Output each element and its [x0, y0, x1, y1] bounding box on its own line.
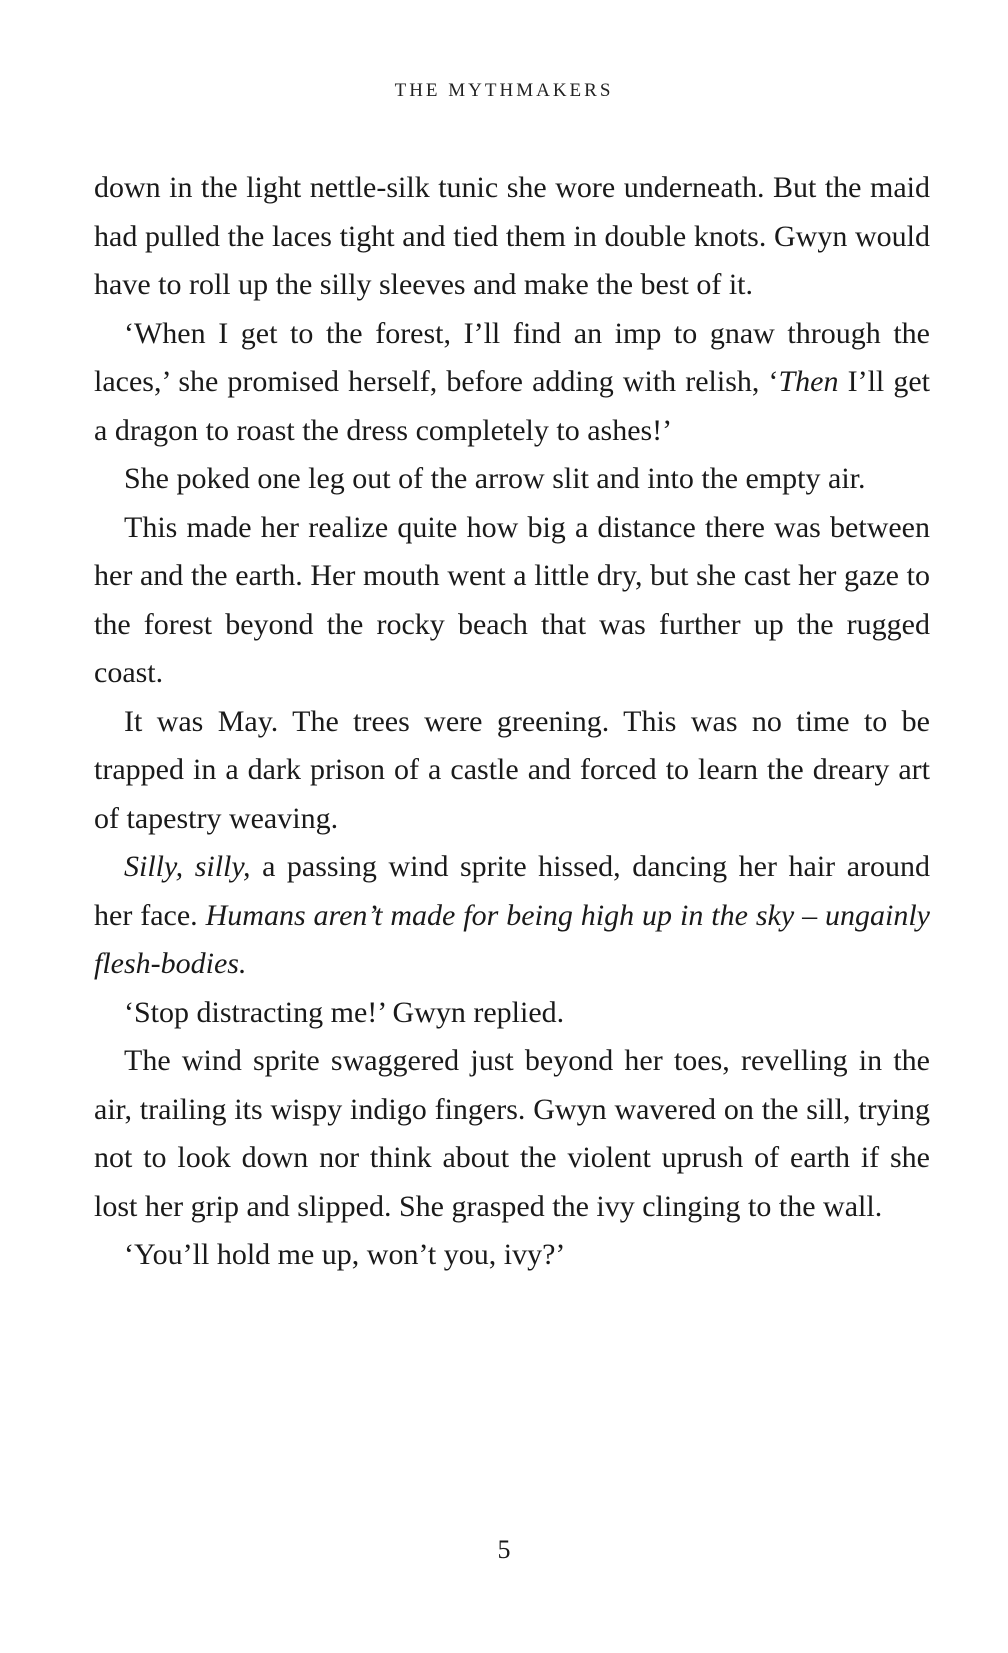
paragraph	[94, 1037, 930, 1231]
paragraph	[94, 843, 930, 989]
paragraph-text: It was May. The trees were greening. This was no time to be trapped in a dark prison of a castle and forced to learn the dreary art of tapestry weaving.	[94, 704, 930, 835]
italic-speech: Silly, silly,	[124, 850, 251, 883]
paragraph-text: ‘Stop distracting me!’ Gwyn replied.	[124, 995, 565, 1029]
paragraph-text: a passing wind sprite hissed, dancing her hair around her face.	[94, 850, 930, 932]
paragraph	[94, 504, 930, 698]
paragraph-text: She poked one leg out of the arrow slit and into the empty air.	[124, 462, 866, 495]
page-number: 5	[497, 1535, 511, 1564]
paragraph-text: This made her realize quite how big a distance there was between her and the earth. Her mouth went a little dry, but she cast her gaze to the forest beyond the rocky beach that was further up the rugged coast.	[94, 510, 930, 689]
paragraph-text: The wind sprite swaggered just beyond her toes, revelling in the air, trailing its wispy indigo fingers. Gwyn wavered on the sill, trying not to look down nor think about the violent uprush of earth if she lost her grip and slipped. She grasped the ivy clinging to the wall.	[94, 1044, 930, 1223]
paragraph-text: I’ll get a dragon to roast the dress completely to ashes!’	[94, 365, 930, 447]
paragraph	[94, 455, 930, 504]
paragraph	[94, 164, 930, 310]
paragraph	[94, 698, 930, 844]
body-text	[94, 164, 930, 1280]
paragraph-text: ‘When I get to the forest, I’ll find an imp to gnaw through the laces,’ she promised herself, before adding with relish, ‘	[94, 316, 930, 398]
paragraph	[94, 989, 930, 1038]
paragraph-text: ‘You’ll hold me up, won’t you, ivy?’	[124, 1238, 566, 1271]
paragraph	[94, 1231, 930, 1280]
paragraph	[94, 310, 930, 456]
paragraph-text: down in the light nettle-silk tunic she wore underneath. But the maid had pulled the laces tight and tied them in double knots. Gwyn would have to roll up the silly sleeves and make the best of it.	[94, 171, 930, 301]
italic-emphasis: Then	[778, 365, 839, 398]
italic-speech: Humans aren’t made for being high up in the sky – ungainly flesh-bodies.	[94, 898, 930, 980]
running-head: THE MYTHMAKERS	[394, 80, 614, 101]
